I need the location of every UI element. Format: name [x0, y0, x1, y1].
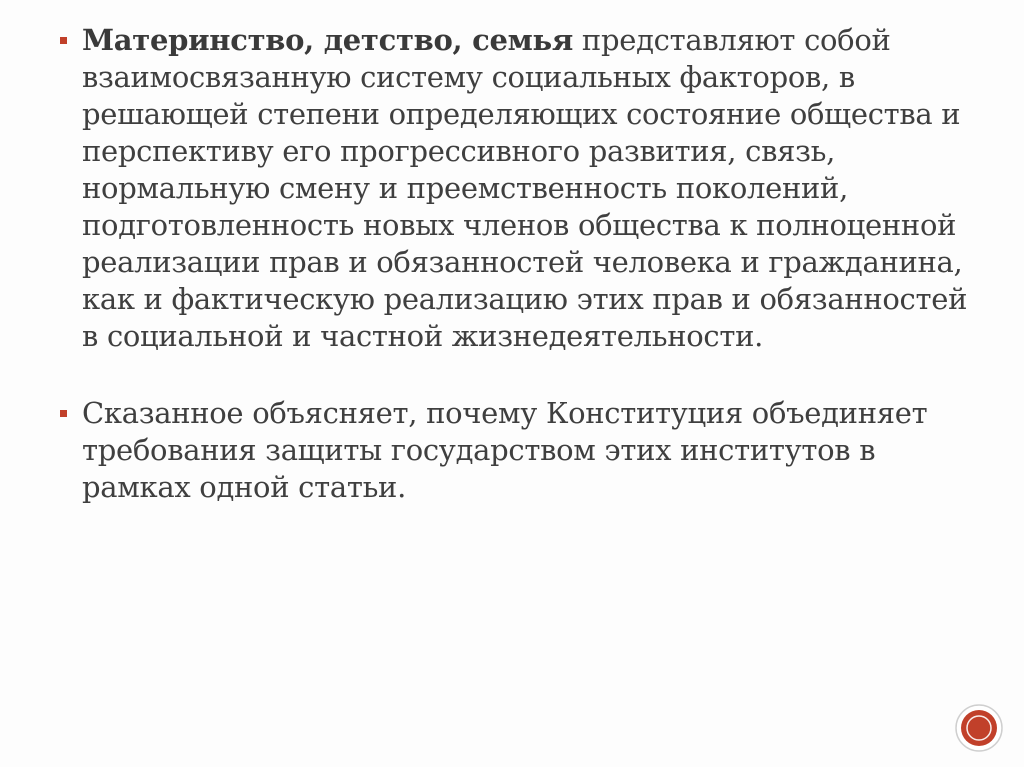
bullet-body-text: представляют собой взаимосвязанную систему социальных факторов, в решающей степени определяющих состояние общества и перспективу его прогрессивного развития, связь, нормальную смену и преемственность поколений, подготовленность новых членов общества к полноценной реализации прав и обязанностей человека и гражданина, как и фактическую реализацию этих прав и обязанностей в социальной и частной жизнедеятельности.	[82, 23, 968, 353]
slide-content	[58, 22, 978, 506]
circle-slide-marker-icon	[954, 703, 1004, 753]
bullet-lead-text: Материнство, детство, семья	[82, 23, 574, 57]
bullet-item-2	[58, 395, 978, 506]
bullet-body-text: Сказанное объясняет, почему Конституция объединяет требования защиты государством этих институтов в рамках одной статьи.	[82, 396, 928, 504]
square-bullet-icon	[60, 37, 67, 44]
square-bullet-icon	[60, 410, 67, 417]
bullet-item-1	[58, 22, 978, 355]
